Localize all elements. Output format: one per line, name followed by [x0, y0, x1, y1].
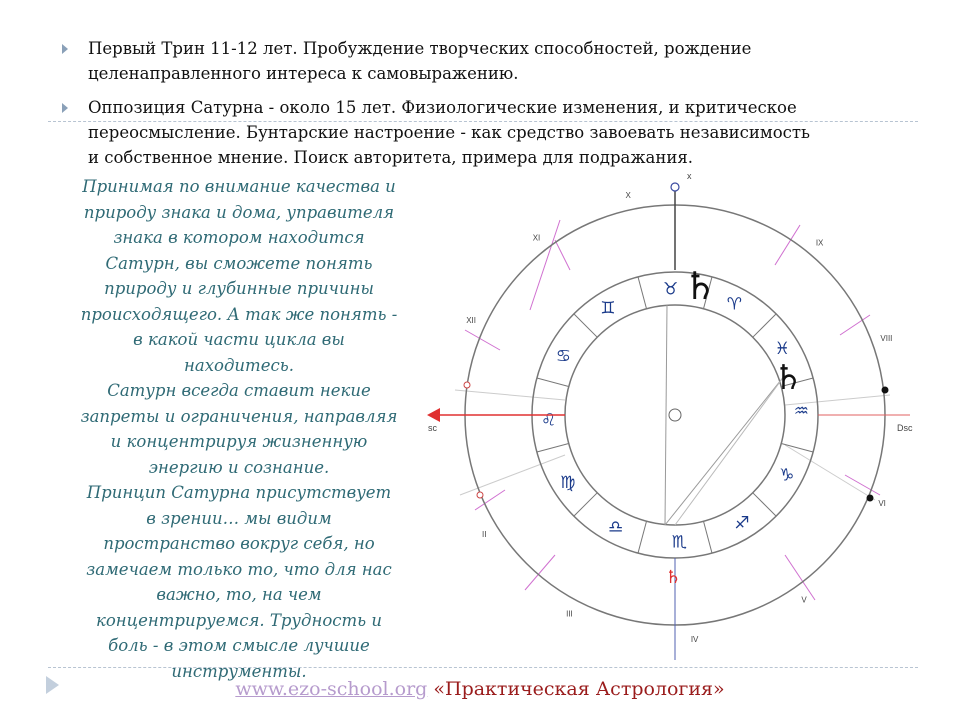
bullet-line: Первый Трин 11-12 лет. Пробуждение творческих способностей, рождение [88, 39, 752, 58]
zodiac-sign-glyph: ♌ [540, 410, 557, 431]
planet-dot [867, 495, 874, 502]
sign-divider [537, 444, 569, 453]
house-cusp-line [785, 555, 815, 600]
house-label: III [566, 609, 573, 619]
bullet-item-opposition [62, 95, 912, 170]
side-line: боль - в этом смысле лучшие [108, 636, 370, 655]
sign-divider [753, 314, 776, 337]
planet-dot-open [477, 492, 483, 498]
house-cusp-line [775, 225, 800, 265]
zodiac-sign-glyph: ♉ [662, 279, 679, 300]
bullet-line: Оппозиция Сатурна - около 15 лет. Физиологические изменения, и критическое [88, 98, 797, 117]
sign-divider [638, 277, 647, 309]
bullet-line: целенаправленного интереса к самовыражению. [88, 64, 519, 83]
aspect-line [675, 375, 785, 525]
side-line: в какой части цикла вы [133, 330, 345, 349]
course-title: «Практическая Астрология» [433, 678, 725, 700]
mc-marker [671, 183, 679, 191]
sign-divider [753, 493, 776, 516]
house-label: XII [466, 315, 476, 325]
house-label: V [801, 595, 807, 605]
zodiac-sign-glyph: ♒ [793, 401, 810, 422]
side-line: природу и глубинные причины [104, 279, 374, 298]
house-label: XI [532, 233, 541, 243]
sign-divider [574, 493, 597, 516]
side-line: Принимая по внимание качества и [82, 177, 396, 196]
side-line: Принцип Сатурна присутствует [86, 483, 392, 502]
zodiac-sign-glyph: ♈ [726, 294, 743, 315]
side-line: и концентрируя жизненную [110, 432, 368, 451]
zodiac-sign-glyph: ♎ [607, 517, 624, 538]
zodiac-sign-glyph: ♓ [774, 339, 790, 359]
house-label: VIII [880, 334, 893, 343]
bullet-line: переосмысление. Бунтарские настроение - как средство завоевать независимость [88, 123, 810, 142]
side-line: происходящего. А так же понять - [80, 304, 398, 324]
side-line: природу знака и дома, управителя [83, 202, 395, 222]
house-label: X [625, 190, 631, 200]
bullet-arrow-icon [62, 103, 68, 113]
side-line: знака в котором находится [113, 228, 365, 247]
side-line: концентрируемся. Трудность и [95, 610, 382, 630]
house-cusp-line [465, 330, 500, 350]
zodiac-sign-glyph: ♑ [779, 465, 795, 486]
bullet-item-trine [62, 36, 912, 86]
house-cusp-line [460, 455, 565, 495]
sign-divider [781, 444, 813, 453]
side-line: пространство вокруг себя, но [103, 534, 375, 553]
saturn-glyph-medium: ♄ [773, 358, 804, 398]
zodiac-sign-glyph: ♋ [555, 346, 571, 367]
side-line: инструменты. [171, 661, 307, 681]
saturn-glyph-large: ♄ [683, 264, 718, 308]
asc-arrow-icon [427, 408, 440, 422]
house-cusp-line [785, 445, 875, 500]
bullet-line: и собственное мнение. Поиск авторитета, примера для подражания. [88, 148, 694, 167]
house-label: II [481, 530, 487, 540]
side-line: Сатурн всегда ставит некие [107, 381, 371, 400]
house-label: IV [690, 635, 699, 645]
side-line: Сатурн, вы сможете понять [105, 253, 373, 273]
bullet-arrow-icon [62, 44, 68, 54]
zodiac-sign-glyph: ♐ [734, 513, 750, 534]
sign-divider [704, 521, 713, 553]
side-line: важно, то, на чем [156, 585, 322, 604]
natal-chart-wheel [420, 168, 920, 660]
zodiac-sign-glyph: ♏ [671, 532, 688, 553]
house-label: IX [815, 238, 824, 248]
site-link[interactable]: www.ezo-school.org [235, 678, 428, 700]
zodiac-sign-glyph: ♊ [600, 298, 616, 319]
planet-dot-open [464, 382, 470, 388]
sign-divider [537, 378, 569, 387]
house-cusp-line [555, 240, 570, 270]
side-line: находитесь. [184, 355, 294, 375]
chart-center [669, 409, 681, 421]
dsc-label: Dsc [897, 423, 913, 433]
planet-dot [882, 387, 889, 394]
asc-label: sc [428, 423, 437, 433]
saturn-description [66, 174, 412, 684]
house-label: VI [878, 498, 886, 508]
sign-divider [638, 521, 647, 553]
saturn-glyph-small: ♄ [665, 567, 682, 588]
aspect-line [665, 375, 785, 525]
aspect-line [665, 305, 667, 525]
side-line: запреты и ограничения, направляя [80, 406, 398, 426]
mc-label: x [687, 171, 692, 181]
footer [0, 678, 960, 700]
zodiac-sign-glyph: ♍ [560, 473, 576, 493]
side-line: в зрении… мы видим [146, 508, 332, 528]
side-line: энергию и сознание. [148, 457, 330, 477]
side-line: замечаем только то, что для нас [86, 559, 392, 579]
bullet-list [62, 36, 912, 179]
sign-divider [574, 314, 597, 337]
house-cusp-line [455, 390, 565, 400]
